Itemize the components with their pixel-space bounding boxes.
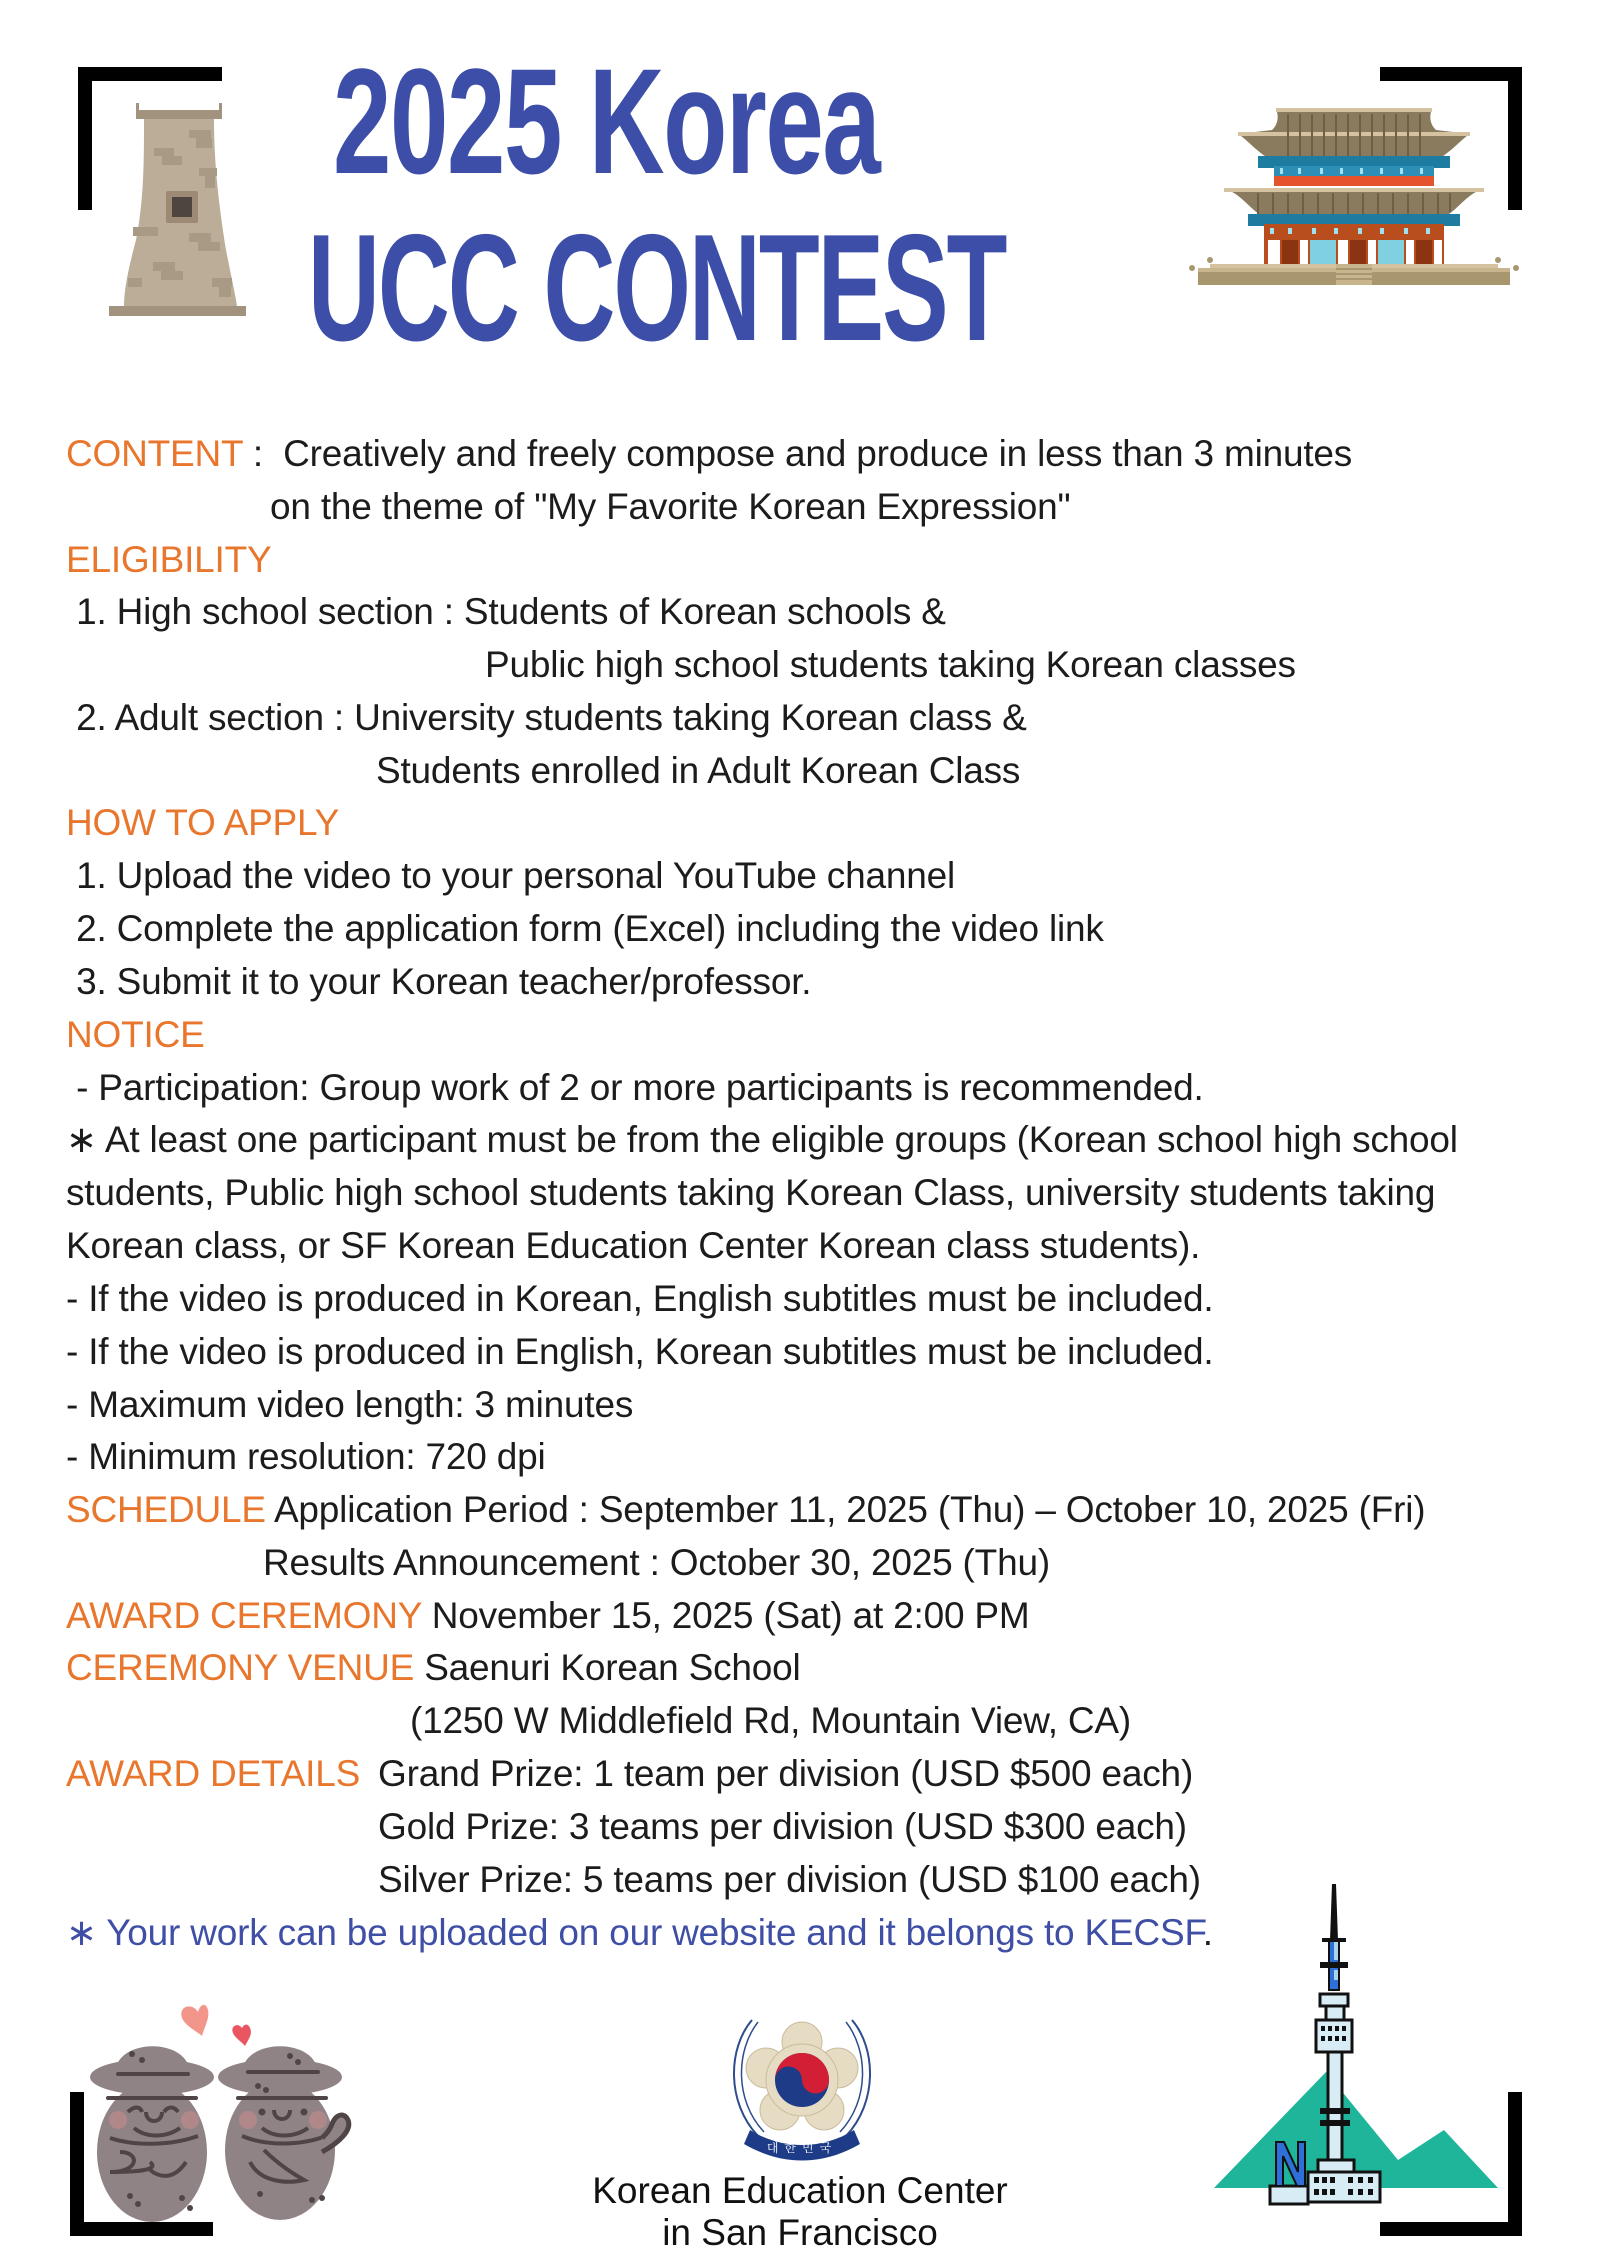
award-details-row	[66, 1748, 360, 1800]
ceremony-venue-address: (1250 W Middlefield Rd, Mountain View, CA)	[410, 1700, 1131, 1741]
notice-line-7: - Maximum video length: 3 minutes	[66, 1384, 634, 1425]
schedule-results: Results Announcement : October 30, 2025 (Thu)	[263, 1542, 1050, 1583]
schedule-application-period: Application Period : September 11, 2025 (Thu) – October 10, 2025 (Fri)	[273, 1489, 1426, 1530]
content-row	[66, 428, 1352, 480]
gyeongbokgung-palace-icon	[1188, 100, 1520, 285]
korean-national-emblem-icon	[722, 2012, 882, 2164]
eligibility-item-1-line-2: Public high school students taking Korean classes	[485, 644, 1296, 685]
apply-step-2: 2. Complete the application form (Excel) including the video link	[66, 908, 1104, 949]
prize-gold: Gold Prize: 3 teams per division (USD $300 each)	[378, 1806, 1187, 1847]
content-separator: :	[242, 433, 284, 474]
award-details-label: AWARD DETAILS	[66, 1753, 361, 1794]
eligibility-item-2-line-1: University students taking Korean class &	[354, 697, 1027, 738]
apply-step-3: 3. Submit it to your Korean teacher/professor.	[66, 961, 812, 1002]
eligibility-item-1-prefix: 1. High school section :	[66, 591, 464, 632]
ceremony-venue-label: CEREMONY VENUE	[66, 1647, 415, 1688]
emblem-text: 대한민국	[766, 2141, 838, 2155]
content-line-1: Creatively and freely compose and produce in less than 3 minutes	[283, 433, 1353, 474]
org-name-line-2: in San Francisco	[662, 2212, 938, 2253]
cheomseongdae-observatory-icon	[96, 100, 246, 320]
notice-line-6: - If the video is produced in English, Korean subtitles must be included.	[66, 1331, 1214, 1372]
prize-grand: Grand Prize: 1 team per division (USD $500 each)	[378, 1753, 1194, 1794]
notice-line-5: - If the video is produced in Korean, English subtitles must be included.	[66, 1278, 1214, 1319]
footnote-period: .	[1202, 1912, 1213, 1953]
eligibility-label: ELIGIBILITY	[66, 539, 272, 580]
corner-bracket-top-left-vertical	[78, 67, 92, 210]
award-ceremony-row	[66, 1590, 1030, 1642]
ceremony-venue-row	[66, 1642, 801, 1694]
content-label: CONTENT	[66, 433, 243, 474]
eligibility-item-1	[66, 586, 946, 638]
notice-line-2: ∗ At least one participant must be from the eligible groups (Korean school high school	[66, 1119, 1458, 1160]
ceremony-venue-name: Saenuri Korean School	[424, 1647, 801, 1688]
footnote-text: ∗ Your work can be uploaded on our website and it belongs to KECSF	[66, 1912, 1203, 1953]
title-line-1: 2025 Korea	[333, 37, 880, 205]
eligibility-item-2-prefix: 2. Adult section :	[66, 697, 355, 738]
eligibility-item-2	[66, 692, 1027, 744]
notice-line-4: Korean class, or SF Korean Education Center Korean class students).	[66, 1225, 1201, 1266]
n-seoul-tower-icon	[1208, 1880, 1508, 2210]
footnote	[66, 1907, 1213, 1959]
notice-line-1: - Participation: Group work of 2 or more participants is recommended.	[66, 1067, 1204, 1108]
schedule-label: SCHEDULE	[66, 1489, 266, 1530]
corner-bracket-top-left-horizontal	[78, 67, 222, 81]
apply-step-1: 1. Upload the video to your personal YouTube channel	[66, 855, 956, 896]
notice-line-8: - Minimum resolution: 720 dpi	[66, 1436, 546, 1477]
how-to-apply-label: HOW TO APPLY	[66, 802, 340, 843]
notice-line-3: students, Public high school students taking Korean Class, university students taking	[66, 1172, 1436, 1213]
award-ceremony-value: November 15, 2025 (Sat) at 2:00 PM	[431, 1595, 1030, 1636]
title-line-2: UCC CONTEST	[308, 203, 1006, 373]
prize-silver: Silver Prize: 5 teams per division (USD $100 each)	[378, 1859, 1201, 1900]
org-name-line-1: Korean Education Center	[592, 2170, 1008, 2211]
award-ceremony-label: AWARD CEREMONY	[66, 1595, 422, 1636]
corner-bracket-top-right-horizontal	[1380, 67, 1522, 81]
content-line-2: on the theme of "My Favorite Korean Expression"	[270, 486, 1071, 527]
schedule-row	[66, 1484, 1425, 1536]
eligibility-item-2-line-2: Students enrolled in Adult Korean Class	[376, 750, 1021, 791]
notice-label: NOTICE	[66, 1014, 205, 1055]
eligibility-item-1-line-1: Students of Korean schools &	[463, 591, 946, 632]
